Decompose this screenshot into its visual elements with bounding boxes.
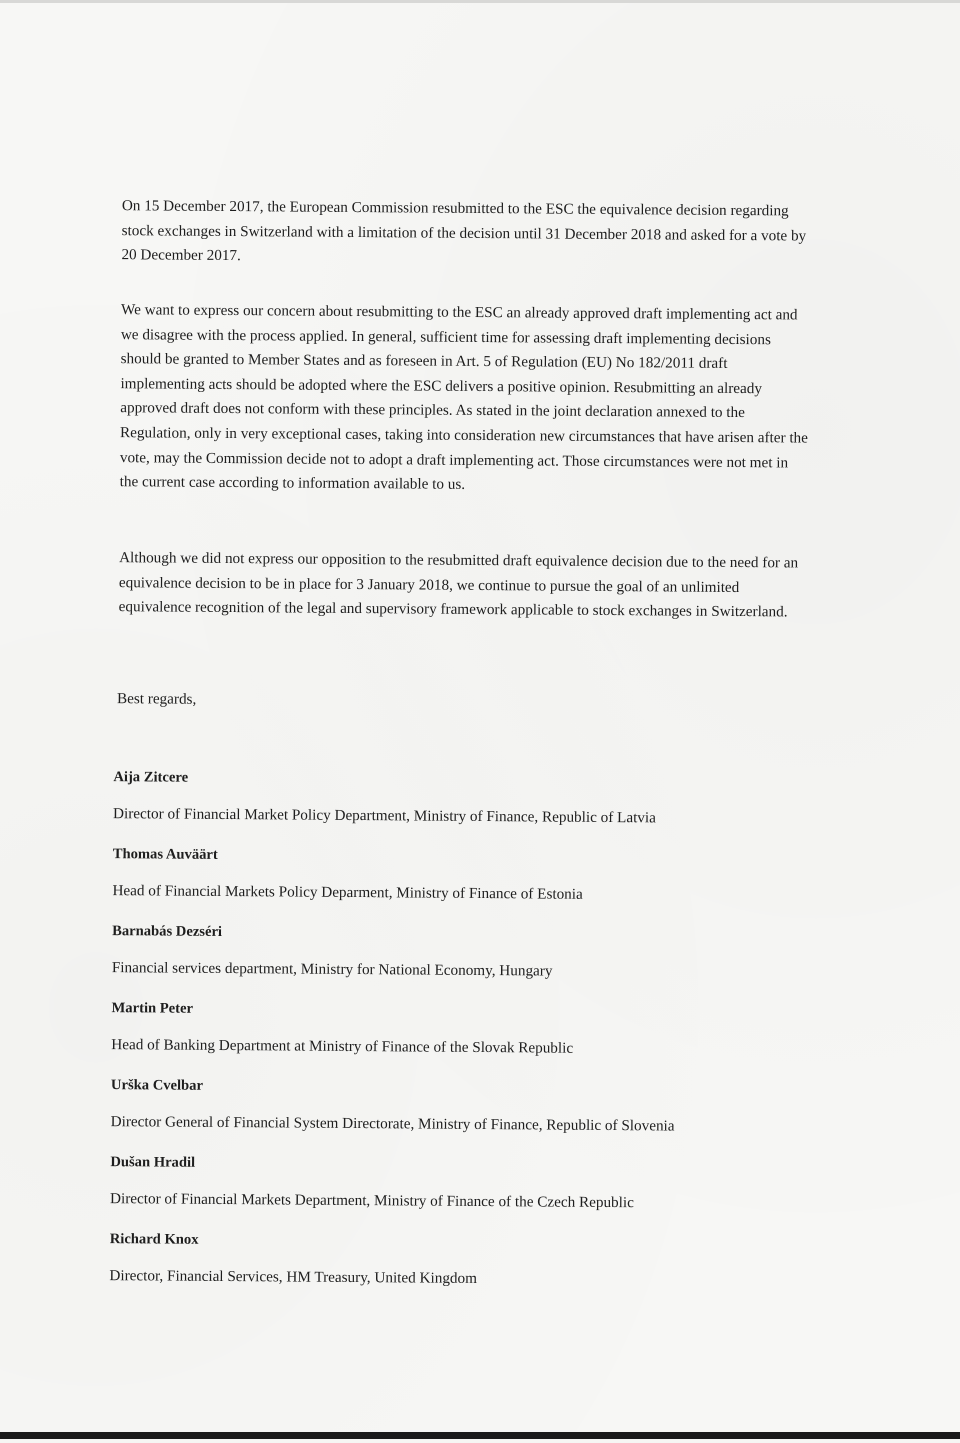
signatory-name: Aija Zitcere [113, 769, 189, 786]
signatory-title: Head of Banking Department at Ministry of Finance of the Slovak Republic [111, 1036, 574, 1057]
letter-paragraph-1: On 15 December 2017, the European Commission resubmitted to the ESC the equivalence decision regarding stock exchanges in Switzerland with a limitation of the decision until 31 December 2018 and asked for a vote by 20 December 2017. [121, 197, 807, 265]
signatory [109, 1229, 829, 1293]
signatory-name: Martin Peter [111, 1000, 194, 1017]
signatory-name: Dušan Hradil [110, 1154, 196, 1171]
signatory-name: Richard Knox [109, 1231, 199, 1248]
signatory [111, 998, 831, 1062]
signatory-title: Financial services department, Ministry for National Economy, Hungary [111, 959, 553, 980]
signatory-list [109, 767, 833, 1312]
signatory-name: Thomas Auväärt [112, 846, 218, 863]
signatory [112, 844, 832, 908]
signatory-title: Director of Financial Market Policy Department, Ministry of Finance, Republic of Latvia [113, 805, 656, 827]
signatory-title: Director General of Financial System Directorate, Ministry of Finance, Republic of Slovenia [110, 1113, 675, 1135]
scan-bottom-edge [0, 1432, 960, 1439]
signatory-name: Barnabás Dezséri [112, 923, 223, 940]
signatory-title: Director of Financial Markets Department, Ministry of Finance of the Czech Republic [110, 1190, 634, 1212]
signatory [113, 767, 833, 831]
signatory-name: Urška Cvelbar [110, 1077, 204, 1094]
letter-closing: Best regards, [116, 690, 197, 708]
signatory-title: Head of Financial Markets Policy Deparment, Ministry of Finance of Estonia [112, 882, 583, 903]
signatory [111, 1075, 831, 1139]
letter-paragraph-3: Although we did not express our opposition to the resubmitted draft equivalence decision due to the need for an equivalence decision to be in place for 3 January 2018, we continue to pursue the goal of an unlimited equivalence recognition of the legal and supervisory framework applicable to stock exchanges in Switzerland. [118, 549, 799, 621]
signatory [110, 1152, 830, 1216]
signatory [112, 921, 832, 985]
signatory-title: Director, Financial Services, HM Treasury, United Kingdom [109, 1267, 478, 1287]
letter-paragraph-2: We want to express our concern about resubmitting to the ESC an already approved draft implementing act and we disagree with the process applied. In general, sufficient time for assessing draft implementing decisions should be granted to Member States and as foreseen in Art. 5 of Regulation (EU) No 182/2011 draft implementing acts should be adopted where the ESC delivers a positive opinion. Resubmitting an already approved draft does not conform with these principles. As stated in the joint declaration annexed to the Regulation, only in very exceptional cases, taking into consideration new circumstances that have arisen after the vote, may the Commission decide not to adopt a draft implementing act. Those circumstances were not met in the current case according to information available to us. [119, 301, 808, 494]
